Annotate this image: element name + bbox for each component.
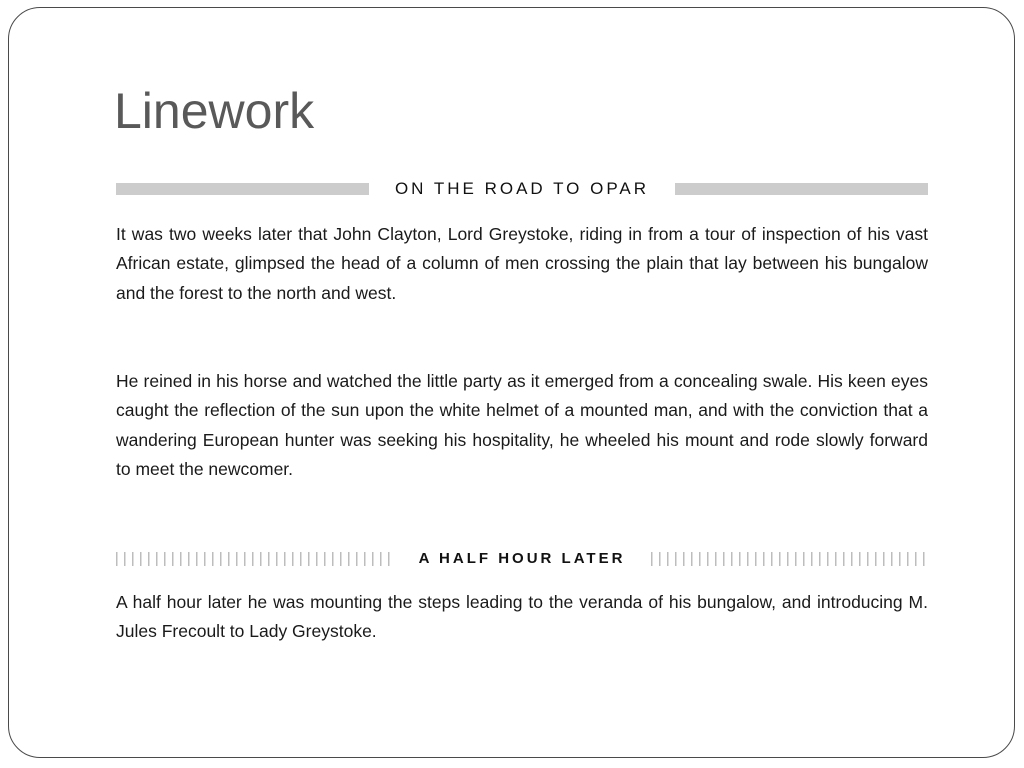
divider-rule-right [675, 183, 928, 195]
section-divider-half-hour-later [116, 548, 928, 570]
section-heading-half-hour-later: A HALF HOUR LATER [418, 550, 626, 567]
paragraph-reined-in: He reined in his horse and watched the little party as it emerged from a concealing swale. His keen eyes caught the reflection of the sun upon the white helmet of a mounted man, and with the conviction that a wandering European hunter was seeking his hospitality, he wheeled his mount and rode slowly forward to meet the newcomer. [116, 371, 928, 480]
section-divider-road-to-opar [116, 178, 928, 200]
paragraph-half-hour-later: A half hour later he was mounting the steps leading to the veranda of his bungalow, and introducing M. Jules Frecoult to Lady Greystoke. [116, 592, 928, 642]
slide-title: Linework [114, 83, 315, 139]
divider-rule-left [116, 183, 369, 195]
section-heading-road-to-opar: ON THE ROAD TO OPAR [394, 179, 650, 198]
divider-ticks-right [651, 552, 928, 566]
divider-ticks-left [116, 552, 393, 566]
paragraph-two-weeks-later: It was two weeks later that John Clayton, Lord Greystoke, riding in from a tour of inspection of his vast African estate, glimpsed the head of a column of men crossing the plain that lay between his bungalow and the forest to the north and west. [116, 224, 928, 303]
